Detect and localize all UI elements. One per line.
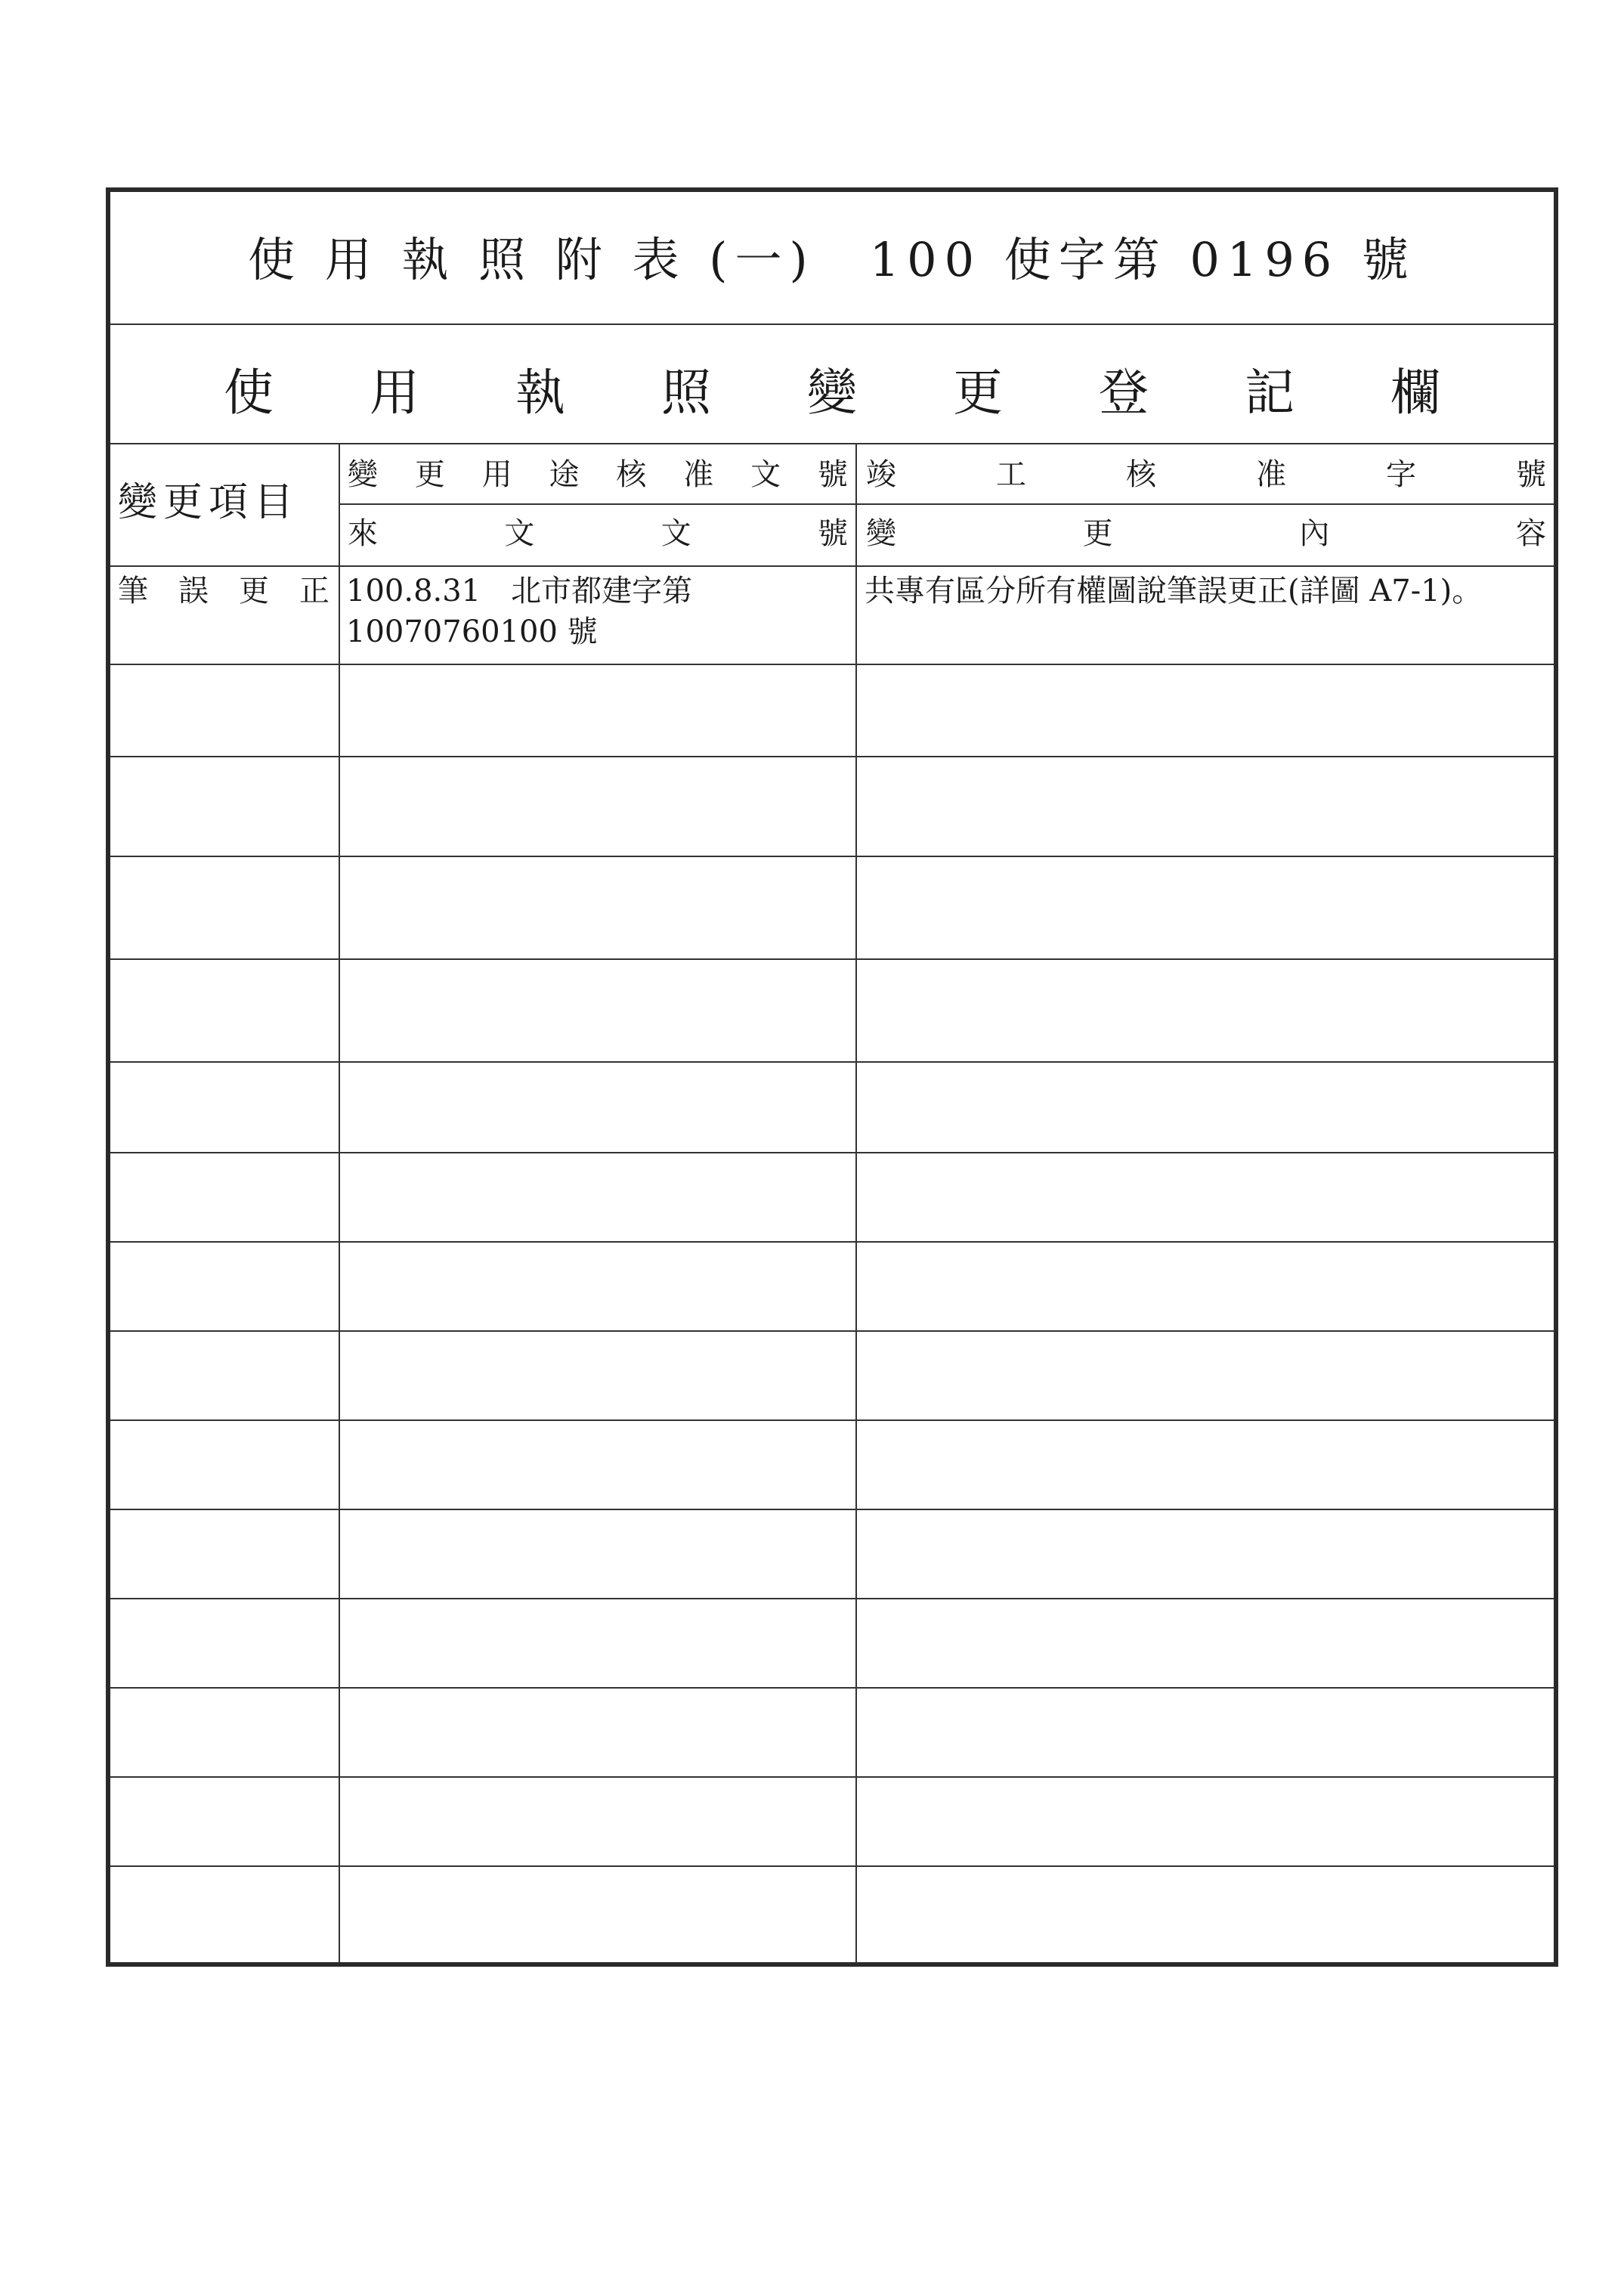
item-char: 誤 [178,574,209,608]
header-completion-no [866,457,1546,493]
row-divider [110,1776,1554,1778]
column-divider-2 [855,443,857,1962]
row-doc-line2: 10070760100 號 [346,615,598,649]
item-char: 正 [299,574,329,608]
title-divider [110,324,1554,325]
subtitle-char: 執 [515,364,565,422]
row-divider [110,664,1554,665]
document-title: 使 用 執 照 附 表 (一) 100 使字第 0196 號 [248,232,1416,287]
header-char: 字 [1386,457,1416,492]
subtitle-char: 記 [1245,364,1295,422]
header-char: 內 [1299,516,1330,551]
header-char: 核 [616,457,647,492]
subtitle-char: 登 [1099,364,1149,422]
item-char: 更 [239,574,269,608]
header-change-content [866,515,1546,552]
header-char: 竣 [866,457,896,492]
registration-table [106,187,1558,1967]
row-divider [110,1241,1554,1243]
subtitle-char: 用 [370,364,419,422]
row-divider [110,958,1554,960]
header-char: 文 [750,457,781,492]
row-divider [110,1152,1554,1153]
subtitle-char: 更 [953,364,1003,422]
header-approval-doc-no [348,457,848,493]
header-char: 用 [481,457,512,492]
header-char: 來 [348,516,378,551]
header-change-item: 變更項目 [118,480,300,525]
row-divider [110,1687,1554,1689]
header-char: 工 [996,457,1026,492]
row-change-item [118,573,329,609]
subtitle-divider [110,443,1554,444]
column-divider-1 [339,443,340,1962]
table-subtitle [224,352,1440,424]
header-char: 更 [1082,516,1113,551]
row-divider [110,856,1554,857]
row-divider [110,756,1554,757]
header-char: 文 [504,516,535,551]
header-char: 文 [660,516,691,551]
subtitle-char: 欄 [1390,364,1440,422]
header-char: 號 [817,516,848,551]
header-char: 容 [1515,516,1546,551]
row-divider [110,1419,1554,1421]
subtitle-char: 照 [661,364,711,422]
row-divider [110,1061,1554,1063]
header-char: 變 [348,457,378,492]
table-row [110,565,1554,664]
header-char: 核 [1126,457,1156,492]
subtitle-char: 變 [807,364,857,422]
header-char: 號 [1516,457,1546,492]
row-divider [110,1865,1554,1867]
subtitle-char: 使 [224,364,274,422]
header-char: 號 [817,457,848,492]
row-doc-line1: 100.8.31 北市都建字第 [346,574,693,608]
row-change-content: 共專有區分所有權圖說筆誤更正(詳圖 A7-1)。 [865,574,1483,608]
header-char: 途 [549,457,580,492]
header-char: 准 [683,457,714,492]
header-char: 更 [414,457,445,492]
header-mid-divider [339,503,1554,505]
row-divider [110,1598,1554,1599]
header-char: 准 [1256,457,1286,492]
header-incoming-doc-no [348,515,848,552]
header-char: 變 [866,516,896,551]
row-divider [110,1330,1554,1332]
row-divider [110,1509,1554,1510]
item-char: 筆 [118,574,148,608]
